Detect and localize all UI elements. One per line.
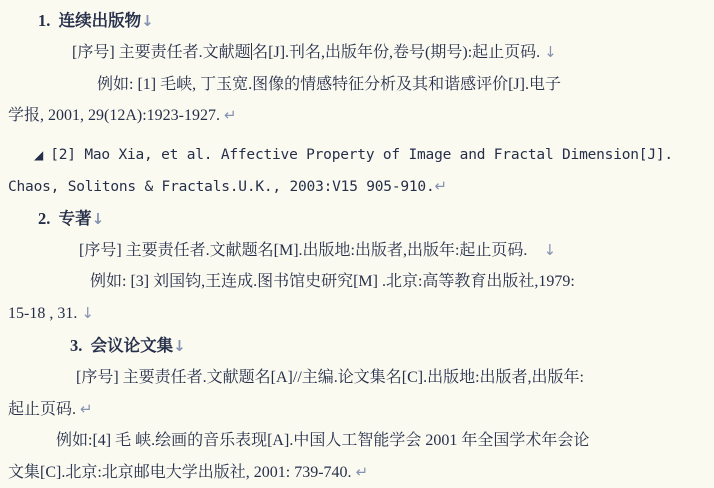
text-run: 15-18 , 31. [8, 305, 82, 323]
heading-conference-proceedings [0, 330, 714, 362]
reference-english-line1 [0, 139, 714, 171]
paragraph-mark: ↵ [224, 106, 237, 125]
example-proceedings-line1 [0, 425, 714, 457]
example-journal-line2 [0, 100, 714, 132]
reference-english-line2 [0, 171, 714, 203]
example-monograph-line2 [0, 298, 714, 330]
line-break-mark: ↓ [141, 12, 154, 30]
example-journal-line1 [0, 69, 714, 101]
text-run: [序号] 主要责任者.文献题名[A]//主编.论文集名[C].出版地:出版者,出版年: [76, 368, 584, 386]
line-break-mark: ↓ [544, 42, 557, 61]
line-break-mark: ↓ [81, 304, 94, 323]
text-run: 文集[C].北京:北京邮电大学出版社, 2001: 739-740. [8, 464, 356, 482]
line-break-mark: ↓ [543, 240, 557, 259]
format-rule-proceedings-line1 [0, 362, 714, 394]
text-run: 例如:[4] 毛 峡.绘画的音乐表现[A].中国人工智能学会 2001 年全国学术年会论 [56, 432, 590, 450]
heading-monograph [0, 203, 714, 235]
text-run: 例如: [3] 刘国钧,王连成.图书馆史研究[M] .北京:高等教育出版社,1979: [90, 273, 575, 291]
format-rule-journal [0, 37, 714, 69]
text-run: Chaos, Solitons & Fractals.U.K., 2003:V15 905-910. [8, 178, 435, 195]
example-monograph-line1 [0, 266, 714, 298]
heading-serial-publications [0, 5, 714, 37]
text-run: 名[J].刊名,出版年份,卷号(期号):起止页码. [252, 43, 545, 61]
text-run: 例如: [1] 毛峡, 丁玉宽.图像的情感特征分析及其和谐感评价[J].电子 [97, 75, 561, 93]
format-rule-proceedings-line2 [0, 394, 714, 426]
text-run: 学报, 2001, 29(12A):1923-1927. [8, 107, 224, 125]
triangle-marker-icon: ◢ [34, 148, 44, 163]
text-run: 2. 专著 [38, 208, 92, 228]
text-run: 起止页码. [8, 400, 81, 418]
paragraph-mark: ↵ [434, 176, 448, 195]
paragraph-mark: ↵ [80, 399, 93, 418]
format-rule-monograph [0, 235, 714, 267]
paragraph-mark: ↵ [355, 463, 369, 482]
text-run: 1. 连续出版物 [38, 11, 142, 30]
example-proceedings-line2 [0, 457, 714, 488]
text-run: [序号] 主要责任者.文献题名[M].出版地:出版者,出版年:起止页码. [79, 241, 544, 259]
text-run: [2] Mao Xia, et al. Affective Property of Image and Fractal Dimension[J]. [50, 147, 673, 164]
text-run: [序号] 主要责任者.文献题 [72, 43, 251, 61]
line-break-mark: ↓ [173, 336, 186, 355]
text-run: 3. 会议论文集 [70, 335, 174, 355]
line-break-mark: ↓ [91, 209, 105, 228]
